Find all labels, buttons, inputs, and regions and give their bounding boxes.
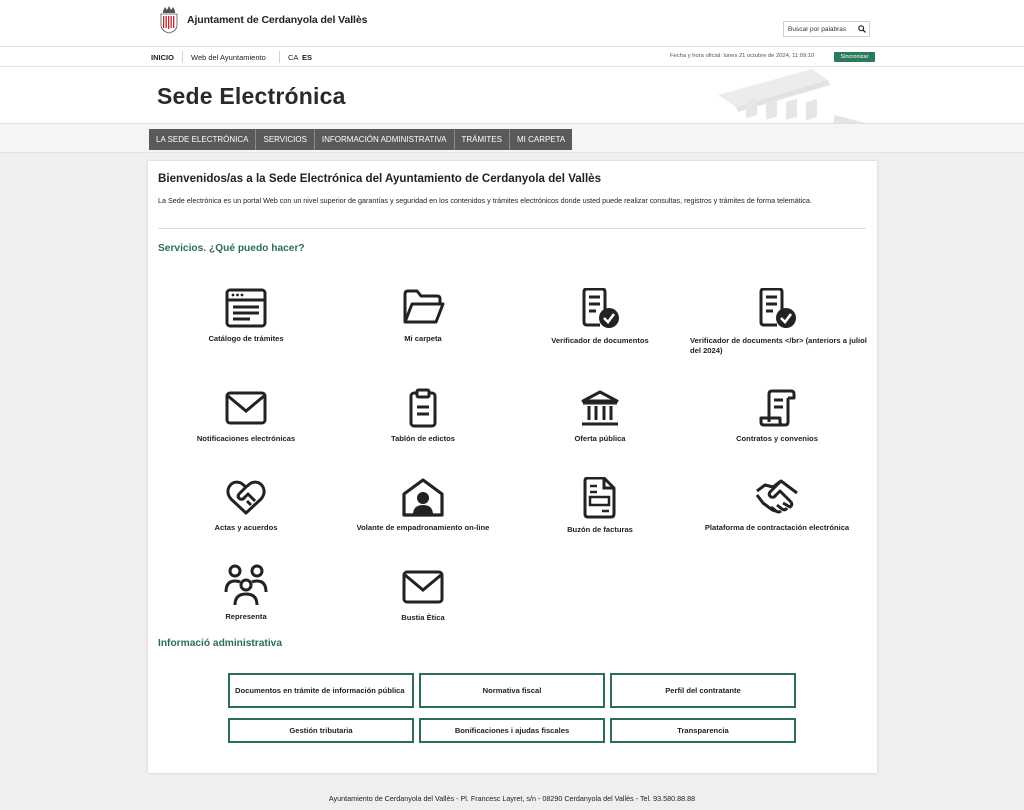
tab-mi-carpeta[interactable]: MI CARPETA — [516, 135, 566, 144]
service-label: Verificador de documentos — [551, 336, 649, 345]
people-group-icon — [224, 564, 268, 606]
service-bustia-etica[interactable] — [333, 567, 513, 623]
envelope-icon — [224, 388, 268, 428]
admin-link-perfil-contratante[interactable]: Perfil del contratante — [610, 673, 796, 708]
main-nav — [149, 129, 572, 150]
service-plataforma-contractacion[interactable] — [687, 477, 867, 533]
service-label: Catálogo de trámites — [208, 334, 284, 343]
service-catalogo-tramites[interactable] — [156, 288, 336, 344]
service-label: Notificaciones electrónicas — [196, 434, 296, 443]
divider — [158, 228, 866, 229]
city-web-link[interactable]: Web del Ayuntamiento — [191, 53, 266, 62]
document-check-icon — [578, 288, 622, 330]
scroll-icon — [755, 388, 799, 428]
folder-open-icon — [401, 288, 445, 328]
bank-icon — [578, 388, 622, 428]
service-verificador-documents-anteriors[interactable] — [687, 288, 867, 356]
search-input[interactable] — [784, 22, 854, 36]
search-icon — [858, 25, 866, 33]
main-content — [148, 161, 877, 773]
admin-link-normativa-fiscal[interactable]: Normativa fiscal — [419, 673, 605, 708]
services-heading: Servicios. ¿Qué puedo hacer? — [158, 243, 305, 254]
clipboard-icon — [401, 388, 445, 428]
service-mi-carpeta[interactable] — [333, 288, 513, 344]
service-actas-acuerdos[interactable] — [156, 477, 336, 533]
building-illustration — [716, 67, 876, 124]
service-label: Volante de empadronamiento on-line — [356, 523, 490, 532]
tab-tramites[interactable]: TRÁMITES — [455, 129, 510, 150]
service-label: Oferta pública — [574, 434, 626, 443]
document-check-icon — [755, 288, 799, 330]
nav-divider — [279, 51, 280, 63]
tab-informacion-administrativa[interactable]: INFORMACIÓN ADMINISTRATIVA — [315, 129, 455, 150]
city-crest-icon — [158, 5, 180, 35]
welcome-heading: Bienvenidos/as a la Sede Electrónica del Ayuntamiento de Cerdanyola del Vallès — [158, 172, 602, 185]
tab-la-sede-electronica[interactable]: LA SEDE ELECTRÓNICA — [149, 129, 256, 150]
envelope-icon — [401, 567, 445, 607]
service-label: Plataforma de contractación electrónica — [704, 523, 850, 532]
service-contratos-convenios[interactable] — [687, 388, 867, 444]
admin-link-bonificaciones[interactable]: Bonificaciones i ajudas fiscales — [419, 718, 605, 743]
intro-text: La Sede electrónica es un portal Web con un nivel superior de garantías y seguridad en los contenidos y trámites electrónicos donde usted puede realizar consultas, registros y trámites de forma telemática. — [158, 196, 812, 205]
search-button[interactable] — [854, 22, 869, 36]
search-box — [783, 21, 870, 37]
admin-link-documentos-tramite[interactable]: Documentos en trámite de información pública — [228, 673, 414, 708]
service-tablon-edictos[interactable] — [333, 388, 513, 444]
service-notificaciones[interactable] — [156, 388, 336, 444]
admin-link-gestion-tributaria[interactable]: Gestión tributaria — [228, 718, 414, 743]
site-title: Sede Electrónica — [157, 83, 346, 109]
logo-text: Ajuntament de Cerdanyola del Vallès — [187, 14, 368, 26]
tab-servicios[interactable]: SERVICIOS — [256, 129, 314, 150]
banner — [0, 67, 1024, 124]
lang-ca-link[interactable]: CA — [288, 53, 299, 62]
heart-handshake-icon — [224, 477, 268, 517]
house-user-icon — [401, 477, 445, 517]
service-label: Mi carpeta — [404, 334, 442, 343]
logo[interactable] — [158, 5, 367, 35]
admin-link-transparencia[interactable]: Transparencia — [610, 718, 796, 743]
service-verificador-documentos[interactable] — [510, 288, 690, 346]
nav-divider — [182, 51, 183, 63]
service-oferta-publica[interactable] — [510, 388, 690, 444]
service-label: Actas y acuerdos — [214, 523, 278, 532]
handshake-icon — [755, 477, 799, 517]
official-datetime: Fecha y hora oficial: lunes 21 octubre de 2024, 11:09:10 — [670, 53, 815, 59]
lang-es-link[interactable]: ES — [302, 53, 313, 62]
sync-button[interactable]: Sincronizar — [834, 52, 875, 62]
home-link[interactable]: INICIO — [151, 53, 174, 62]
invoice-icon — [578, 477, 622, 519]
service-volante-empadronamiento[interactable] — [333, 477, 513, 533]
admin-info-heading: Informació administrativa — [158, 638, 282, 649]
service-label: Verificador de documents </br> (anteriors a juliol del 2024) — [690, 336, 867, 355]
service-buzon-facturas[interactable] — [510, 477, 690, 535]
top-header — [0, 0, 1024, 47]
footer-address: Ayuntamiento de Cerdanyola del Vallès - Pl. Francesc Layret, s/n - 08290 Cerdanyola del Vallès - Tel. 93.580.88.88 — [328, 794, 696, 803]
service-label: Buzón de facturas — [567, 525, 633, 534]
browser-window-icon — [224, 288, 268, 328]
service-label: Bustia Ètica — [401, 613, 445, 622]
service-label: Representa — [225, 612, 267, 621]
service-label: Contratos y convenios — [736, 434, 818, 443]
service-representa[interactable] — [156, 564, 336, 622]
service-label: Tablón de edictos — [391, 434, 455, 443]
